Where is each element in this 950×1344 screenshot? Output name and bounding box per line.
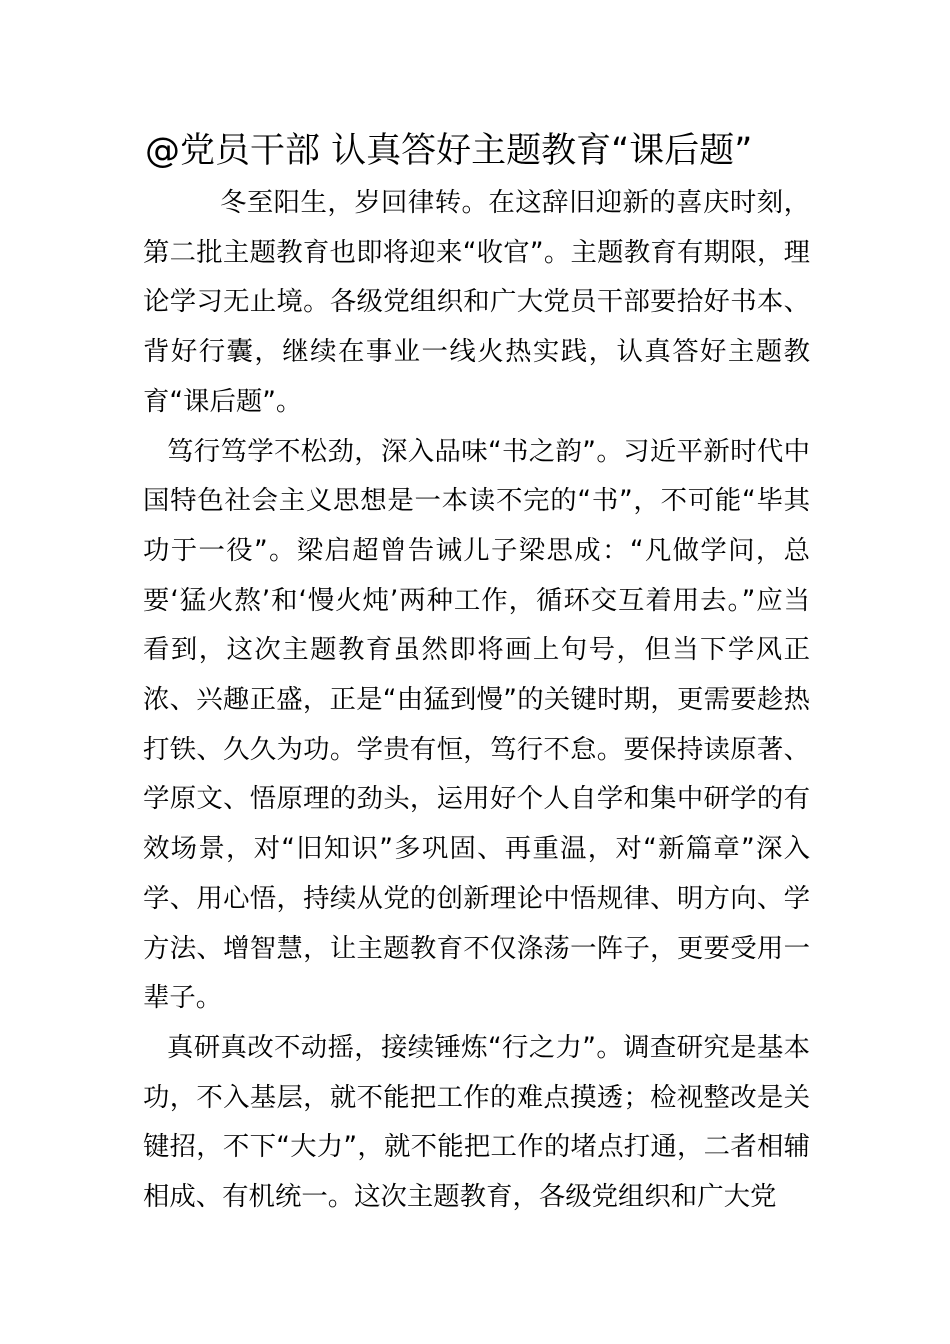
document-body <box>143 178 810 1222</box>
paragraph-study: 笃行笃学不松劲，深入品味“书之韵”。习近平新时代中国特色社会主义思想是一本读不完的“书”，不可能“毕其功于一役”。梁启超曾告诫儿子梁思成：“凡做学问，总要‘猛火熬’和‘慢火炖’两种工作，循环交互着用去。”应当看到，这次主题教育虽然即将画上句号，但当下学风正浓、兴趣正盛，正是“由猛到慢”的关键时期，更需要趁热打铁、久久为功。学贵有恒，笃行不怠。要保持读原著、学原文、悟原理的劲头，运用好个人自学和集中研学的有效场景，对“旧知识”多巩固、再重温，对“新篇章”深入学、用心悟，持续从党的创新理论中悟规律、明方向、学方法、增智慧，让主题教育不仅涤荡一阵子，更要受用一辈子。 <box>143 435 810 1014</box>
paragraph-intro: 冬至阳生，岁回律转。在这辞旧迎新的喜庆时刻，第二批主题教育也即将迎来“收官”。主题教育有期限，理论学习无止境。各级党组织和广大党员干部要拾好书本、背好行囊，继续在事业一线火热实践，认真答好主题教育“课后题”。 <box>143 187 810 417</box>
paragraph-research: 真研真改不动摇，接续锤炼“行之力”。调查研究是基本功，不入基层，就不能把工作的难点摸透；检视整改是关键招，不下“大力”，就不能把工作的堵点打通，二者相辅相成、有机统一。这次主题教育，各级党组织和广大党 <box>143 1031 810 1213</box>
document-title: @党员干部 认真答好主题教育“课后题” <box>145 131 753 171</box>
